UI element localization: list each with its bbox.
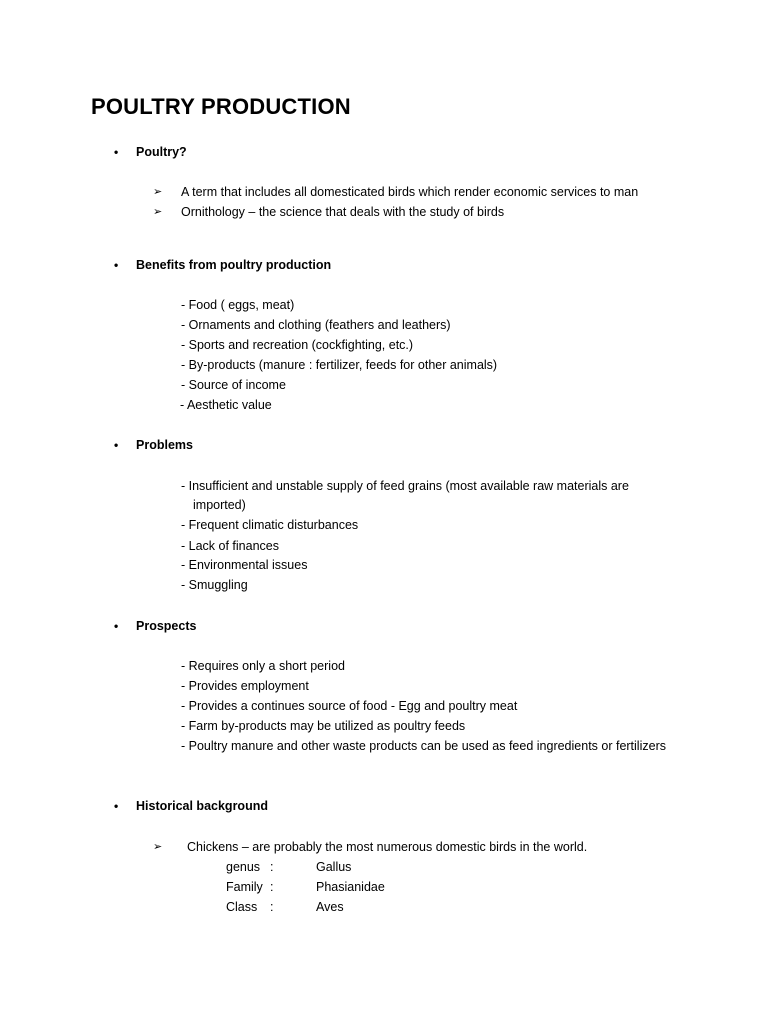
section-heading-text: Poultry? (136, 145, 187, 159)
arrow-bullet-icon: ➢ (153, 206, 163, 218)
taxonomy-rank: Family (226, 880, 263, 894)
bullet-icon: • (114, 258, 119, 272)
list-item: - By-products (manure : fertilizer, feeds for other animals) (181, 358, 498, 372)
section-heading-text: Historical background (136, 799, 268, 813)
list-item: Ornithology – the science that deals with the study of birds (181, 205, 505, 219)
bullet-icon: • (114, 799, 119, 813)
section-heading-text: Benefits from poultry production (136, 258, 332, 272)
list-item: - Sports and recreation (cockfighting, etc.) (181, 338, 414, 352)
document-title: POULTRY PRODUCTION (91, 94, 351, 119)
bullet-icon: • (114, 619, 119, 633)
list-item: - Aesthetic value (180, 398, 272, 412)
list-item: - Source of income (181, 378, 286, 392)
list-item: - Poultry manure and other waste products can be used as feed ingredients or fertilizers (181, 739, 666, 753)
taxonomy-rank: genus (226, 860, 261, 874)
list-item: - Smuggling (181, 578, 248, 592)
section-heading-text: Problems (136, 438, 193, 452)
taxonomy-value: Gallus (316, 860, 352, 874)
taxonomy-rank: Class (226, 900, 258, 914)
list-item: - Frequent climatic disturbances (181, 518, 359, 532)
section-heading-text: Prospects (136, 619, 197, 633)
list-item: - Provides a continues source of food - Egg and poultry meat (181, 699, 518, 713)
taxonomy-value: Phasianidae (316, 880, 385, 894)
list-item: Chickens – are probably the most numerous domestic birds in the world. (187, 840, 588, 854)
list-item: - Farm by-products may be utilized as poultry feeds (181, 719, 466, 733)
list-item: - Provides employment (181, 679, 309, 693)
list-item: - Insufficient and unstable supply of feed grains (most available raw materials are (181, 479, 629, 493)
list-item: - Requires only a short period (181, 659, 345, 673)
bullet-icon: • (114, 145, 119, 159)
taxonomy-value: Aves (316, 900, 344, 914)
arrow-bullet-icon: ➢ (153, 841, 163, 853)
taxonomy-separator: : (270, 900, 274, 914)
list-item: - Lack of finances (181, 539, 279, 553)
list-item: - Ornaments and clothing (feathers and leathers) (181, 318, 451, 332)
bullet-icon: • (114, 438, 119, 452)
taxonomy-separator: : (270, 860, 274, 874)
list-item: A term that includes all domesticated birds which render economic services to man (181, 185, 639, 199)
list-item: - Environmental issues (181, 558, 308, 572)
list-item: - Food ( eggs, meat) (181, 298, 295, 312)
taxonomy-separator: : (270, 880, 274, 894)
list-item: imported) (193, 498, 246, 512)
arrow-bullet-icon: ➢ (153, 186, 163, 198)
